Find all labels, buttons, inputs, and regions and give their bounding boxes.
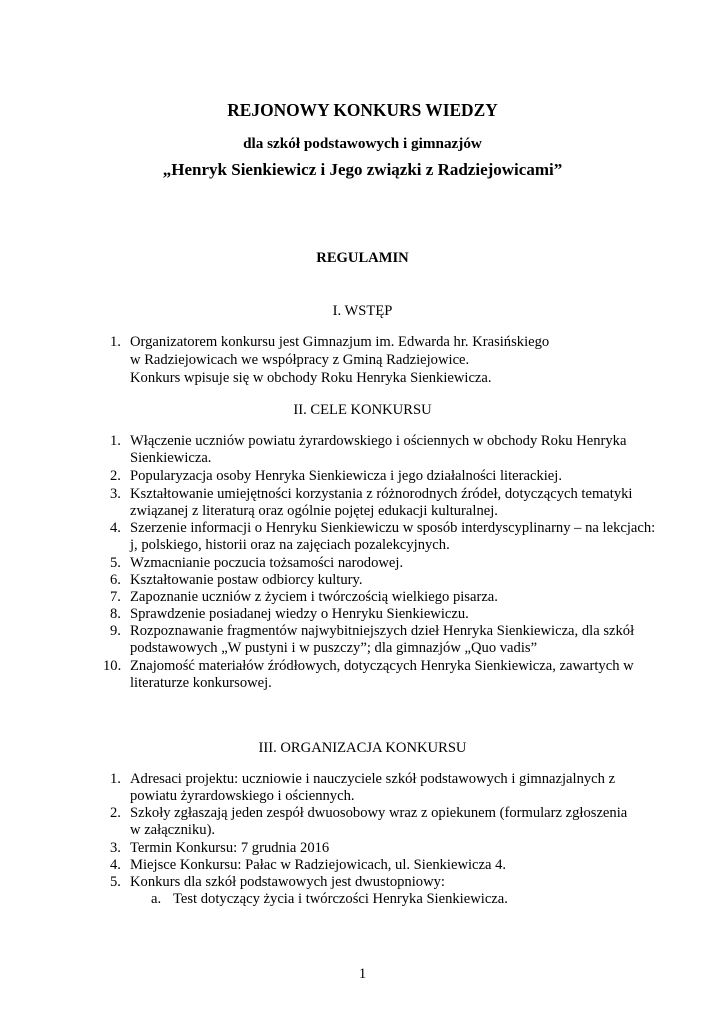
list-item-line: Włączenie uczniów powiatu żyrardowskiego i ościennych w obchody Roku Henryka [130,433,627,449]
list-item-line: Wzmacnianie poczucia tożsamości narodowej. [130,555,404,571]
list-item-line: w Radziejowicach we współpracy z Gminą Radziejowice. [130,352,470,368]
list-item-number: 8. [110,606,121,622]
list-item-line: Szkoły zgłaszają jeden zespół dwuosobowy wraz z opiekunem (formularz zgłoszenia [130,805,628,821]
list-item-line: Miejsce Konkursu: Pałac w Radziejowicach, ul. Sienkiewicza 4. [130,857,507,873]
list-item-line: związanej z literaturą oraz ogólnie pojętej edukacji kulturalnej. [130,503,498,519]
list-item-number: 5. [110,555,121,571]
list-item-line: Sprawdzenie posiadanej wiedzy o Henryku Sienkiewiczu. [130,606,469,622]
list-item-number: 4. [110,857,121,873]
list-item-number: 2. [110,468,121,484]
list-item-line: j, polskiego, historii oraz na zajęciach pozalekcyjnych. [130,537,450,553]
list-item-number: 10. [103,658,122,674]
list-item-line: Szerzenie informacji o Henryku Sienkiewiczu w sposób interdyscyplinarny – na lekcjach: [130,520,656,536]
list-item-line: powiatu żyrardowskiego i ościennych. [130,788,355,804]
regulamin-heading: REGULAMIN [316,250,409,266]
list-item-line: w załączniku). [130,822,216,838]
list-item-number: 1. [110,771,121,787]
list-item-line: Kształtowanie postaw odbiorcy kultury. [130,572,363,588]
list-item-number: 4. [110,520,121,536]
page-number: 1 [358,966,367,982]
document-subtitle: dla szkół podstawowych i gimnazjów [243,135,482,152]
list-item-number: 2. [110,805,121,821]
list-item-line: Zapoznanie uczniów z życiem i twórczością wielkiego pisarza. [130,589,498,605]
document-title: REJONOWY KONKURS WIEDZY [227,100,498,120]
section-heading-cele: II. CELE KONKURSU [293,402,432,418]
list-item-number: 5. [110,874,121,890]
list-item-line: Adresaci projektu: uczniowie i nauczyciele szkół podstawowych i gimnazjalnych z [130,771,616,787]
sub-item-line: Test dotyczący życia i twórczości Henryka Sienkiewicza. [173,891,508,907]
list-item-line: Sienkiewicza. [130,450,212,466]
list-item-line: Kształtowanie umiejętności korzystania z różnorodnych źródeł, dotyczących tematyki [130,486,633,502]
section-heading-organizacja: III. ORGANIZACJA KONKURSU [258,740,467,756]
list-item-number: 3. [110,840,121,856]
list-item-line: literaturze konkursowej. [130,675,272,691]
list-item-line: Rozpoznawanie fragmentów najwybitniejszych dzieł Henryka Sienkiewicza, dla szkół [130,623,635,639]
list-item-line: podstawowych „W pustyni i w puszczy”; dla gimnazjów „Quo vadis” [130,640,538,656]
list-item-number: 7. [110,589,121,605]
document-theme: „Henryk Sienkiewicz i Jego związki z Radziejowicami” [162,160,563,179]
section-heading-wstep: I. WSTĘP [332,303,393,319]
list-item-line: Znajomość materiałów źródłowych, dotyczących Henryka Sienkiewicza, zawartych w [130,658,634,674]
list-item-number: 6. [110,572,121,588]
list-item-number: 3. [110,486,121,502]
list-item-line: Termin Konkursu: 7 grudnia 2016 [130,840,330,856]
list-item-number: 1. [110,433,121,449]
list-item-line: Popularyzacja osoby Henryka Sienkiewicza i jego działalności literackiej. [130,468,562,484]
list-item-line: Organizatorem konkursu jest Gimnazjum im. Edwarda hr. Krasińskiego [130,334,550,350]
sub-item-letter: a. [151,891,162,907]
list-item-line: Konkurs dla szkół podstawowych jest dwustopniowy: [130,874,445,890]
list-item-number: 9. [110,623,121,639]
list-item-line: Konkurs wpisuje się w obchody Roku Henryka Sienkiewicza. [130,370,492,386]
list-item-number: 1. [110,334,121,350]
